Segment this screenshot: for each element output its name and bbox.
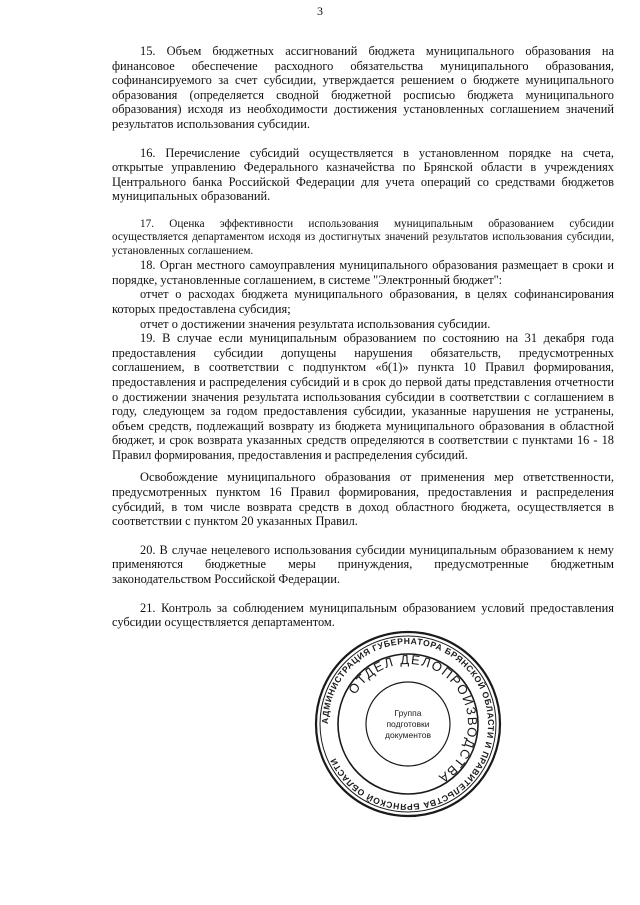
paragraph-18-item-1: отчет о расходах бюджета муниципального образования, в целях софинансирования которых предоставлена субсидия; [112,287,614,316]
paragraph-17: 17. Оценка эффективности использования муниципальным образованием субсидии осуществляется департаментом исходя из достигнутых значений результатов использования субсидии, установленных соглашением. [112,217,614,257]
stamp-center-line-1: Группа [394,708,422,718]
document-body [112,44,614,630]
stamp-outer-text: АДМИНИСТРАЦИЯ ГУБЕРНАТОРА БРЯНСКОЙ ОБЛАСТИ И ПРАВИТЕЛЬСТВА БРЯНСКОЙ ОБЛАСТИ [319,635,497,813]
paragraph-18-item-2: отчет о достижении значения результата использования субсидии. [140,316,491,331]
paragraph-18: 18. Орган местного самоуправления муниципального образования размещает в сроки и порядке, установленные соглашением, в системе "Электронный бюджет": [112,258,614,287]
paragraph-15: 15. Объем бюджетных ассигнований бюджета муниципального образования на финансовое обеспечение расходного обязательства муниципального образования, софинансируемого за счет субсидии, утверждается решением о бюджете муниципального образования (определяется сводной бюджетной росписью бюджета муниципального образования) исходя из необходимости достижения установленных соглашением значений результатов использования субсидии. [112,44,614,131]
page-number: 3 [317,4,323,18]
paragraph-21: 21. Контроль за соблюдением муниципальным образованием условий предоставления субсидии осуществляется департаментом. [112,600,614,630]
stamp-seal-icon [312,628,504,820]
stamp-ring-text: ОТДЕЛ ДЕЛОПРОИЗВОДСТВА [345,651,481,787]
official-stamp [312,628,504,820]
paragraph-19: 19. В случае если муниципальным образованием по состоянию на 31 декабря года предоставления субсидии допущены нарушения обязательств, предусмотренных соглашением, в соответствии с подпунктом «б(1)» пункта 10 Правил формирования, предоставления и распределения субсидий и в срок до первой даты представления отчетности о достижении значения результата использования субсидии в соответствии с соглашением в году, следующем за годом предоставления субсидии, указанные нарушения не устранены, объем средств, подлежащий возврату из бюджета муниципального образования в областной бюджет, и срок возврата указанных средств определяются в соответствии с пунктами 16 - 18 Правил формирования, предоставления и распределения субсидий. [112,331,614,462]
paragraph-20: 20. В случае нецелевого использования субсидии муниципальным образованием к нему применяются бюджетные меры принуждения, предусмотренные бюджетным законодательством Российской Федерации. [112,542,614,587]
stamp-center-line-2: подготовки [386,719,430,729]
stamp-center-line-3: документов [385,730,431,740]
paragraph-16: 16. Перечисление субсидий осуществляется в установленном порядке на счета, открытые управлению Федерального казначейства по Брянской области в учреждениях Центрального банка Российской Федерации для учета операций со средствами бюджетов муниципальных образований. [112,145,614,204]
paragraph-19-release: Освобождение муниципального образования от применения мер ответственности, предусмотренных пунктом 16 Правил формирования, предоставления и распределения субсидий, в том числе возврата средств в доход областного бюджета, осуществляется в соответствии с пунктом 20 указанных Правил. [112,470,614,529]
